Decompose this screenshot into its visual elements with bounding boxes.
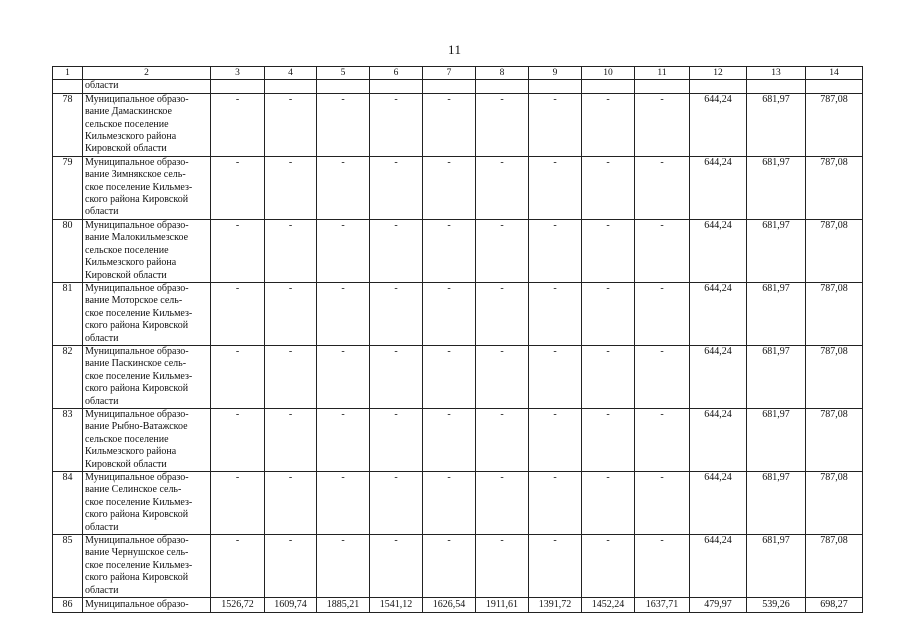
value-cell-13: 681,97 bbox=[747, 345, 806, 408]
value-cell-13: 681,97 bbox=[747, 282, 806, 345]
empty-value-cell: - bbox=[265, 156, 317, 219]
table-row bbox=[53, 93, 863, 156]
value-cell: 539,26 bbox=[747, 598, 806, 613]
empty-value-cell: - bbox=[529, 345, 582, 408]
row-number: 86 bbox=[53, 598, 83, 613]
empty-value-cell: - bbox=[529, 219, 582, 282]
empty-value-cell: - bbox=[529, 408, 582, 471]
value-cell-12: 644,24 bbox=[690, 535, 747, 598]
table-row bbox=[53, 156, 863, 219]
row-number: 84 bbox=[53, 472, 83, 535]
value-cell-14: 787,08 bbox=[806, 219, 863, 282]
value-cell-12: 644,24 bbox=[690, 345, 747, 408]
municipality-name: Муниципальное образо- вание Чернушское сель- ское поселение Кильмез- ского района Кировской области bbox=[83, 535, 211, 598]
municipality-name: Муниципальное образо- bbox=[83, 598, 211, 613]
header-cell: 11 bbox=[635, 67, 690, 80]
empty-value-cell: - bbox=[370, 219, 423, 282]
empty-value-cell: - bbox=[370, 408, 423, 471]
empty-value-cell: - bbox=[265, 472, 317, 535]
row-number bbox=[53, 80, 83, 93]
empty-value-cell: - bbox=[211, 345, 265, 408]
municipality-name: Муниципальное образо- вание Зимнякское сель- ское поселение Кильмез- ского района Кировской области bbox=[83, 156, 211, 219]
value-cell: 1452,24 bbox=[582, 598, 635, 613]
empty-value-cell: - bbox=[476, 408, 529, 471]
header-cell: 3 bbox=[211, 67, 265, 80]
empty-value-cell: - bbox=[582, 93, 635, 156]
empty-value-cell: - bbox=[423, 535, 476, 598]
row-number: 82 bbox=[53, 345, 83, 408]
empty-value-cell: - bbox=[317, 93, 370, 156]
data-table bbox=[52, 66, 863, 613]
empty-value-cell: - bbox=[582, 408, 635, 471]
empty-value-cell: - bbox=[317, 345, 370, 408]
continuation-text: области bbox=[83, 80, 211, 93]
municipality-name: Муниципальное образо- вание Паскинское сель- ское поселение Кильмез- ского района Кировской области bbox=[83, 345, 211, 408]
empty-value-cell: - bbox=[211, 535, 265, 598]
empty-value-cell: - bbox=[476, 282, 529, 345]
value-cell: 1911,61 bbox=[476, 598, 529, 613]
empty-value-cell: - bbox=[423, 93, 476, 156]
value-cell: 698,27 bbox=[806, 598, 863, 613]
empty-value-cell: - bbox=[370, 535, 423, 598]
empty-value-cell: - bbox=[529, 156, 582, 219]
empty-value-cell: - bbox=[317, 535, 370, 598]
table-row bbox=[53, 219, 863, 282]
value-cell-14: 787,08 bbox=[806, 93, 863, 156]
row-number: 85 bbox=[53, 535, 83, 598]
continuation-row bbox=[53, 80, 863, 93]
empty-value-cell: - bbox=[582, 345, 635, 408]
header-cell: 4 bbox=[265, 67, 317, 80]
empty-value-cell: - bbox=[423, 408, 476, 471]
empty-value-cell: - bbox=[476, 472, 529, 535]
table-row bbox=[53, 598, 863, 613]
header-row bbox=[53, 67, 863, 80]
value-cell-12: 644,24 bbox=[690, 472, 747, 535]
empty-value-cell: - bbox=[529, 282, 582, 345]
value-cell-13: 681,97 bbox=[747, 219, 806, 282]
value-cell-12: 644,24 bbox=[690, 219, 747, 282]
header-cell: 5 bbox=[317, 67, 370, 80]
value-cell: 1391,72 bbox=[529, 598, 582, 613]
header-cell: 7 bbox=[423, 67, 476, 80]
empty-value-cell: - bbox=[423, 156, 476, 219]
table-row bbox=[53, 345, 863, 408]
value-cell: 1541,12 bbox=[370, 598, 423, 613]
empty-value-cell: - bbox=[476, 345, 529, 408]
empty-value-cell: - bbox=[582, 156, 635, 219]
empty-value-cell: - bbox=[370, 282, 423, 345]
municipality-name: Муниципальное образо- вание Моторское сель- ское поселение Кильмез- ского района Кировской области bbox=[83, 282, 211, 345]
value-cell: 1885,21 bbox=[317, 598, 370, 613]
empty-value-cell: - bbox=[423, 472, 476, 535]
empty-value-cell: - bbox=[211, 408, 265, 471]
empty-value-cell: - bbox=[529, 472, 582, 535]
header-cell: 2 bbox=[83, 67, 211, 80]
empty-value-cell: - bbox=[317, 472, 370, 535]
table-row bbox=[53, 282, 863, 345]
empty-value-cell: - bbox=[211, 282, 265, 345]
value-cell-12: 644,24 bbox=[690, 156, 747, 219]
empty-value-cell: - bbox=[582, 282, 635, 345]
empty-value-cell: - bbox=[635, 282, 690, 345]
municipality-name: Муниципальное образо- вание Дамаскинское сельское поселение Кильмезского района Кировской области bbox=[83, 93, 211, 156]
value-cell-13: 681,97 bbox=[747, 408, 806, 471]
value-cell-12: 644,24 bbox=[690, 282, 747, 345]
empty-value-cell: - bbox=[265, 93, 317, 156]
empty-value-cell: - bbox=[370, 345, 423, 408]
empty-value-cell: - bbox=[265, 535, 317, 598]
empty-value-cell: - bbox=[265, 345, 317, 408]
empty-value-cell: - bbox=[265, 408, 317, 471]
empty-value-cell: - bbox=[635, 408, 690, 471]
value-cell: 479,97 bbox=[690, 598, 747, 613]
empty-value-cell: - bbox=[476, 93, 529, 156]
value-cell-13: 681,97 bbox=[747, 156, 806, 219]
empty-value-cell: - bbox=[265, 282, 317, 345]
value-cell-14: 787,08 bbox=[806, 535, 863, 598]
empty-value-cell: - bbox=[635, 156, 690, 219]
header-cell: 13 bbox=[747, 67, 806, 80]
empty-value-cell: - bbox=[635, 93, 690, 156]
municipality-name: Муниципальное образо- вание Малокильмезское сельское поселение Кильмезского района Кировской области bbox=[83, 219, 211, 282]
header-cell: 9 bbox=[529, 67, 582, 80]
empty-value-cell: - bbox=[265, 219, 317, 282]
value-cell-14: 787,08 bbox=[806, 156, 863, 219]
value-cell-14: 787,08 bbox=[806, 282, 863, 345]
empty-value-cell: - bbox=[211, 219, 265, 282]
municipality-name: Муниципальное образо- вание Рыбно-Ватажское сельское поселение Кильмезского района Кировской области bbox=[83, 408, 211, 471]
empty-value-cell: - bbox=[423, 219, 476, 282]
empty-value-cell: - bbox=[370, 93, 423, 156]
empty-value-cell: - bbox=[582, 472, 635, 535]
value-cell-13: 681,97 bbox=[747, 472, 806, 535]
row-number: 81 bbox=[53, 282, 83, 345]
page-number: 11 bbox=[448, 42, 462, 57]
empty-value-cell: - bbox=[476, 156, 529, 219]
row-number: 78 bbox=[53, 93, 83, 156]
empty-value-cell: - bbox=[317, 408, 370, 471]
empty-value-cell: - bbox=[529, 535, 582, 598]
empty-value-cell: - bbox=[211, 156, 265, 219]
header-cell: 14 bbox=[806, 67, 863, 80]
value-cell-14: 787,08 bbox=[806, 472, 863, 535]
header-cell: 12 bbox=[690, 67, 747, 80]
table-row bbox=[53, 408, 863, 471]
header-cell: 10 bbox=[582, 67, 635, 80]
value-cell-14: 787,08 bbox=[806, 408, 863, 471]
empty-value-cell: - bbox=[582, 535, 635, 598]
value-cell-13: 681,97 bbox=[747, 93, 806, 156]
header-cell: 6 bbox=[370, 67, 423, 80]
value-cell: 1637,71 bbox=[635, 598, 690, 613]
empty-value-cell: - bbox=[476, 219, 529, 282]
value-cell-12: 644,24 bbox=[690, 408, 747, 471]
empty-value-cell: - bbox=[635, 345, 690, 408]
table-row bbox=[53, 472, 863, 535]
value-cell: 1526,72 bbox=[211, 598, 265, 613]
empty-value-cell: - bbox=[529, 93, 582, 156]
value-cell-14: 787,08 bbox=[806, 345, 863, 408]
value-cell-12: 644,24 bbox=[690, 93, 747, 156]
empty-value-cell: - bbox=[211, 93, 265, 156]
municipality-name: Муниципальное образо- вание Селинское сель- ское поселение Кильмез- ского района Кировской области bbox=[83, 472, 211, 535]
value-cell-13: 681,97 bbox=[747, 535, 806, 598]
row-number: 79 bbox=[53, 156, 83, 219]
row-number: 83 bbox=[53, 408, 83, 471]
empty-value-cell: - bbox=[211, 472, 265, 535]
row-number: 80 bbox=[53, 219, 83, 282]
empty-value-cell: - bbox=[635, 472, 690, 535]
empty-value-cell: - bbox=[370, 156, 423, 219]
empty-value-cell: - bbox=[582, 219, 635, 282]
value-cell: 1609,74 bbox=[265, 598, 317, 613]
empty-value-cell: - bbox=[317, 282, 370, 345]
header-cell: 1 bbox=[53, 67, 83, 80]
empty-value-cell: - bbox=[635, 535, 690, 598]
empty-value-cell: - bbox=[476, 535, 529, 598]
empty-value-cell: - bbox=[423, 345, 476, 408]
empty-value-cell: - bbox=[317, 219, 370, 282]
empty-value-cell: - bbox=[370, 472, 423, 535]
value-cell: 1626,54 bbox=[423, 598, 476, 613]
empty-value-cell: - bbox=[635, 219, 690, 282]
table-row bbox=[53, 535, 863, 598]
empty-value-cell: - bbox=[317, 156, 370, 219]
empty-value-cell: - bbox=[423, 282, 476, 345]
header-cell: 8 bbox=[476, 67, 529, 80]
